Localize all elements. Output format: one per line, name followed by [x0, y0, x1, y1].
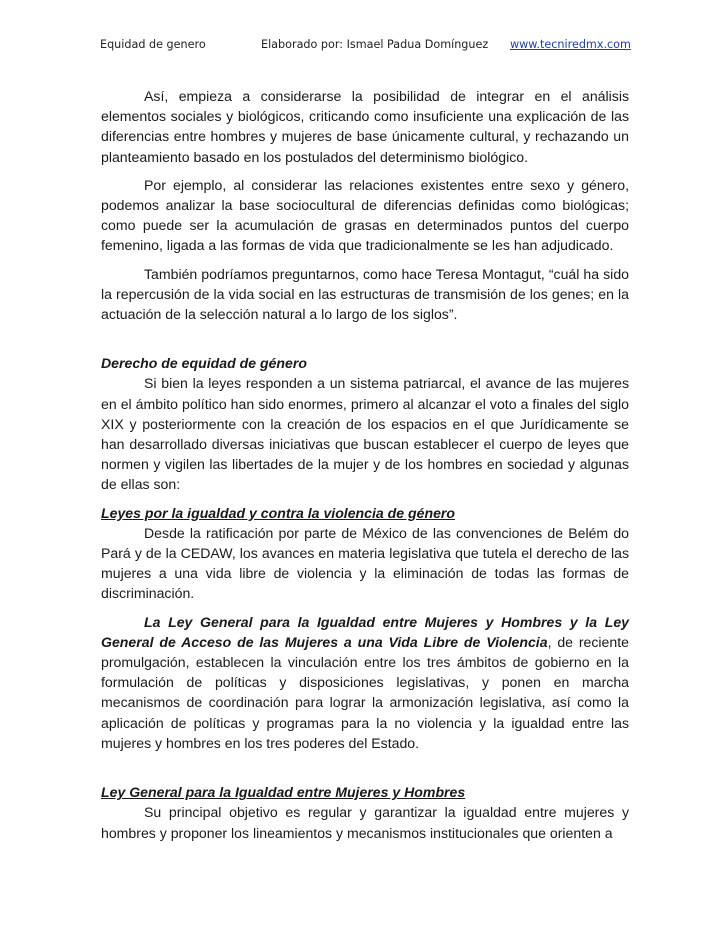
law-names-emphasis: La Ley General para la Igualdad entre Mujeres y Hombres y la Ley General de Acceso de las Mujeres a una Vida Libre de Violencia — [101, 613, 629, 650]
section-heading-ley-general: Ley General para la Igualdad entre Mujeres y Hombres — [101, 784, 466, 801]
page-header — [100, 38, 630, 58]
section-heading-derecho: Derecho de equidad de género — [101, 355, 307, 372]
document-body — [101, 86, 629, 843]
paragraph-2: Por ejemplo, al considerar las relaciones existentes entre sexo y género, podemos analizar la base sociocultural de diferencias definidas como biológicas; como puede ser la acumulación de grasas en determinados puntos del cuerpo femenino, ligada a las formas de vida que tradicionalmente se les han adjudicado. — [101, 176, 629, 254]
paragraph-1: Así, empieza a considerarse la posibilidad de integrar en el análisis elementos sociales y biológicos, criticando como insuficiente una explicación de las diferencias entre hombres y mujeres de base únicamente cultural, y rechazando un planteamiento basado en los postulados del determinismo biológico. — [101, 88, 629, 165]
paragraph-6 — [101, 612, 629, 753]
header-author: Elaborado por: Ismael Padua Domínguez — [261, 38, 489, 51]
header-title: Equidad de genero — [100, 38, 206, 51]
paragraph-6-text: , de reciente promulgación, establecen la vinculación entre los tres ámbitos de gobierno en la formulación de políticas y disposiciones legislativas, y ponen en marcha mecanismos de coordinación para lograr la armonización legislativa, así como la aplicación de políticas y programas para la no violencia y la igualdad entre las mujeres y hombres en los tres poderes del Estado. — [101, 633, 629, 751]
paragraph-4: Si bien la leyes responden a un sistema patriarcal, el avance de las mujeres en el ámbito político han sido enormes, primero al alcanzar el voto a finales del siglo XIX y posteriormente con la creación de los espacios en el que Jurídicamente se han desarrollado diversas iniciativas que buscan establecer el cuerpo de leyes que normen y vigilen las libertades de la mujer y de los hombres en sociedad y algunas de ellas son: — [101, 375, 629, 493]
paragraph-5: Desde la ratificación por parte de México de las convenciones de Belém do Pará y de la CEDAW, los avances en materia legislativa que tutela el derecho de las mujeres a una vida libre de violencia y la eliminación de todas las formas de discriminación. — [101, 524, 629, 602]
header-website-link[interactable]: www.tecniredmx.com — [510, 38, 631, 51]
paragraph-7: Su principal objetivo es regular y garantizar la igualdad entre mujeres y hombres y proponer los lineamientos y mecanismos institucionales que orienten a — [101, 804, 629, 841]
section-heading-leyes: Leyes por la igualdad y contra la violencia de género — [101, 504, 456, 521]
paragraph-3: También podríamos preguntarnos, como hace Teresa Montagut, “cuál ha sido la repercusión de la vida social en las estructuras de transmisión de los genes; en la actuación de la selección natural a lo largo de los siglos”. — [101, 265, 629, 323]
